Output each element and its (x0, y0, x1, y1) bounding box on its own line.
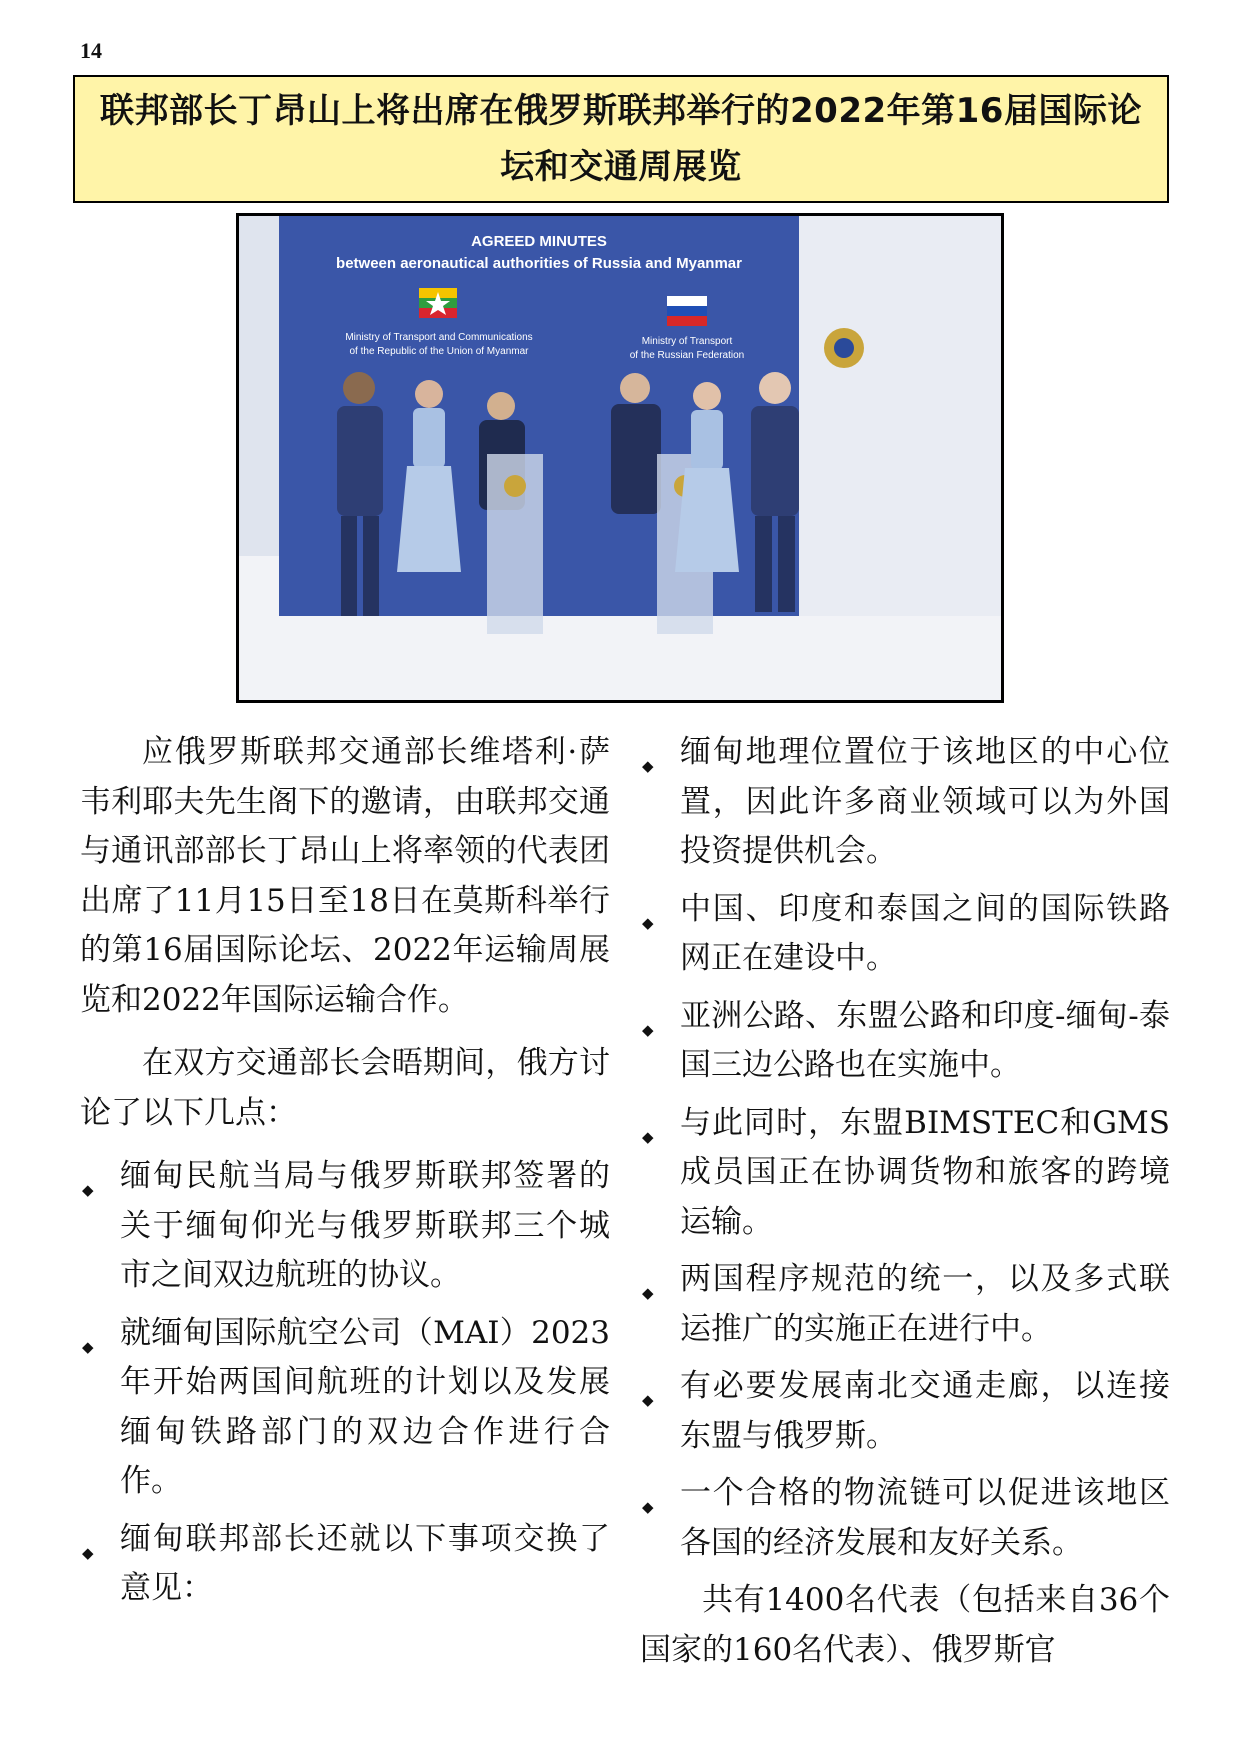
russia-flag (667, 296, 707, 326)
list-item-text: 亚洲公路、东盟公路和印度-缅甸-泰国三边公路也在实施中。 (680, 997, 1170, 1083)
left-bullet-list (80, 1152, 610, 1614)
diamond-bullet-icon: ◆ (642, 913, 654, 932)
list-item-text: 就缅甸国际航空公司（MAI）2023年开始两国间航班的计划以及发展缅甸铁路部门的双边合作进行合作。 (120, 1314, 610, 1499)
article-title: 联邦部长丁昂山上将出席在俄罗斯联邦举行的2022年第16届国际论坛和交通周展览 (100, 91, 1142, 187)
diamond-bullet-icon: ◆ (642, 757, 654, 775)
list-item-text: 一个合格的物流链可以促进该地区各国的经济发展和友好关系。 (680, 1475, 1170, 1561)
diamond-bullet-icon: ◆ (82, 1337, 94, 1356)
left-column (80, 728, 610, 1622)
banner-subheading: between aeronautical authorities of Russia and Myanmar (336, 255, 742, 272)
diamond-bullet-icon: ◆ (642, 1391, 654, 1409)
list-item-text: 缅甸地理位置位于该地区的中心位置，因此许多商业领域可以为外国投资提供机会。 (680, 734, 1170, 869)
diamond-bullet-icon: ◆ (642, 1127, 654, 1146)
ministry-emblem-icon (824, 328, 864, 368)
diamond-bullet-icon: ◆ (642, 1498, 654, 1516)
signing-ceremony-photo (236, 213, 1004, 703)
list-item-text: 有必要发展南北交通走廊，以连接东盟与俄罗斯。 (680, 1368, 1170, 1454)
banner-heading: AGREED MINUTES (471, 233, 607, 250)
list-item (640, 1099, 1170, 1248)
diamond-bullet-icon: ◆ (642, 1284, 654, 1302)
list-item (640, 885, 1170, 984)
list-item (640, 728, 1170, 877)
diamond-bullet-icon: ◆ (82, 1181, 94, 1199)
list-item-text: 与此同时，东盟BIMSTEC和GMS成员国正在协调货物和旅客的跨境运输。 (680, 1104, 1170, 1240)
list-item (80, 1152, 610, 1301)
delegates-paragraph: 共有1400名代表（包括来自36个国家的160名代表）、俄罗斯官 (640, 1582, 1170, 1668)
list-item (640, 1362, 1170, 1461)
right-caption-line1: Ministry of Transport (641, 336, 733, 347)
list-item (640, 992, 1170, 1091)
diamond-bullet-icon: ◆ (642, 1020, 654, 1039)
page-number: 14 (80, 38, 102, 63)
photo-illustration (239, 216, 1001, 700)
left-caption-line1: Ministry of Transport and Communications (345, 332, 533, 343)
right-bullet-list (640, 728, 1170, 1568)
signing-lectern-left (487, 454, 543, 634)
left-caption-line2: of the Republic of the Union of Myanmar (349, 346, 529, 357)
list-item-text: 缅甸民航当局与俄罗斯联邦签署的关于缅甸仰光与俄罗斯联邦三个城市之间双边航班的协议。 (120, 1158, 610, 1293)
title-box (73, 75, 1169, 203)
intro-paragraph: 应俄罗斯联邦交通部长维塔利·萨韦利耶夫先生阁下的邀请，由联邦交通与通讯部部长丁昂山上将率领的代表团出席了11月15日至18日在莫斯科举行的第16届国际论坛、2022年运输周展览和2022年国际运输合作。 (80, 734, 610, 1018)
myanmar-flag (419, 288, 457, 318)
meeting-paragraph: 在双方交通部长会晤期间，俄方讨论了以下几点： (80, 1045, 610, 1131)
list-item (640, 1255, 1170, 1354)
list-item (80, 1515, 610, 1614)
list-item (640, 1469, 1170, 1568)
side-wall (799, 216, 1001, 616)
list-item-text: 缅甸联邦部长还就以下事项交换了意见： (120, 1520, 610, 1606)
right-caption-line2: of the Russian Federation (629, 350, 745, 361)
list-item (80, 1309, 610, 1507)
diamond-bullet-icon: ◆ (82, 1543, 94, 1562)
list-item-text: 中国、印度和泰国之间的国际铁路网正在建设中。 (680, 890, 1170, 976)
list-item-text: 两国程序规范的统一，以及多式联运推广的实施正在进行中。 (680, 1261, 1170, 1347)
right-column (640, 728, 1170, 1689)
